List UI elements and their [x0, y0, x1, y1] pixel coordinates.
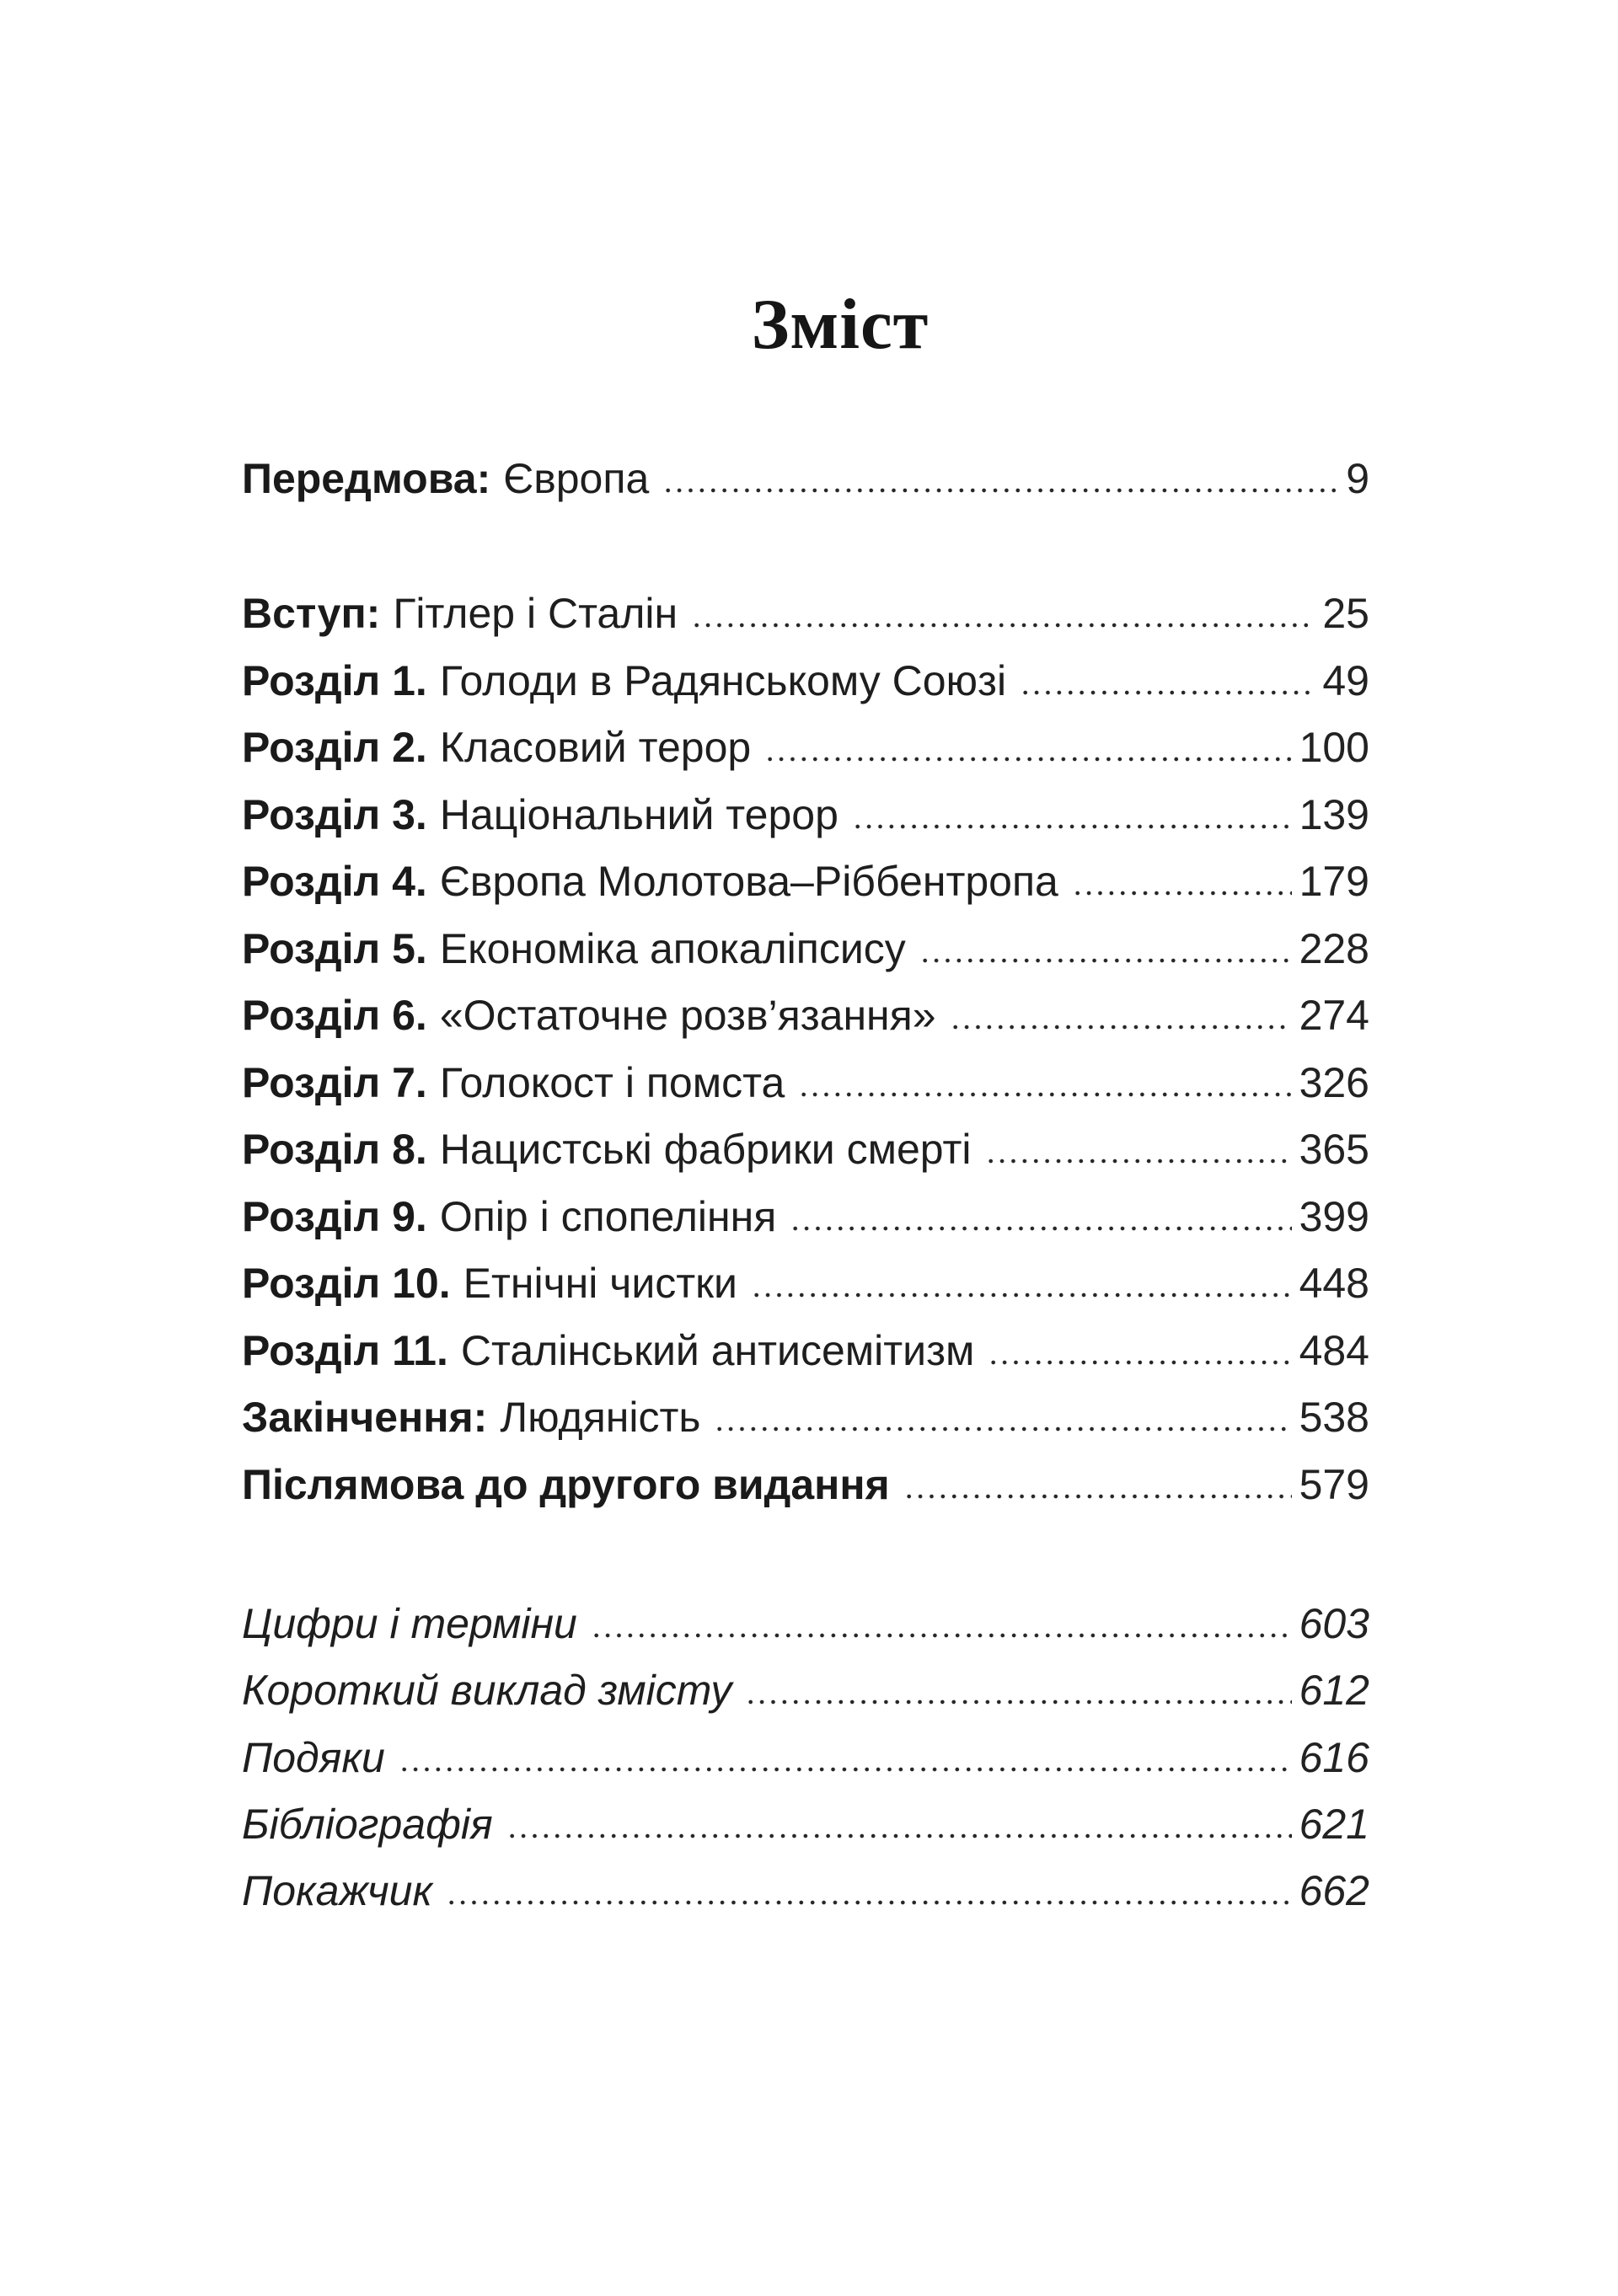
toc-row: [242, 1184, 1369, 1251]
entry-title: Покажчик: [242, 1867, 433, 1914]
toc-row: [242, 1725, 1369, 1791]
dot-leader: [745, 1699, 1291, 1705]
page-number: 49: [1322, 656, 1369, 704]
toc-row: [242, 1050, 1369, 1117]
entry-label: Розділ 11.: [242, 1326, 448, 1374]
toc-row: [242, 581, 1369, 648]
dot-leader: [591, 1633, 1292, 1638]
entry-label: Вступ:: [242, 590, 381, 637]
entry-label: Передмова:: [242, 455, 491, 502]
entry-title: Європа Молотова–Ріббентропа: [439, 858, 1058, 905]
page-number: 621: [1299, 1800, 1369, 1848]
toc-row: [242, 916, 1369, 983]
dot-leader: [852, 824, 1292, 829]
page-number: 579: [1299, 1460, 1369, 1508]
toc-row: [242, 648, 1369, 715]
page-number: 228: [1299, 924, 1369, 972]
dot-leader: [446, 1900, 1292, 1905]
entry-label: Післямова до другого видання: [242, 1460, 890, 1508]
toc-group-backmatter: [242, 1591, 1369, 1924]
entry-label: Розділ 8.: [242, 1126, 427, 1173]
entry-title: Європа: [503, 455, 650, 502]
page-number: 274: [1299, 992, 1369, 1039]
entry-label: Розділ 1.: [242, 656, 427, 704]
dot-leader: [790, 1226, 1291, 1231]
toc-row: [242, 1591, 1369, 1657]
page-number: 538: [1299, 1394, 1369, 1441]
entry-title: Класовий терор: [439, 724, 752, 771]
toc-row: [242, 982, 1369, 1050]
page-title: Зміст: [751, 284, 930, 364]
entry-title: Гітлер і Сталін: [393, 590, 678, 637]
page-number: 25: [1322, 590, 1369, 637]
entry-label: Розділ 3.: [242, 790, 427, 838]
entry-label: Розділ 5.: [242, 924, 427, 972]
entry-label: Розділ 4.: [242, 858, 427, 905]
dot-leader: [691, 623, 1315, 628]
toc-row: [242, 1452, 1369, 1519]
dot-leader: [950, 1025, 1292, 1030]
entry-title: Нацистські фабрики смерті: [439, 1126, 972, 1173]
page-number: 9: [1346, 455, 1369, 502]
toc-row: [242, 1858, 1369, 1924]
toc-row: [242, 1791, 1369, 1858]
toc-group-preface: [242, 446, 1369, 513]
entry-title: «Остаточне розв’язання»: [439, 992, 936, 1039]
page-number: 365: [1299, 1126, 1369, 1173]
dot-leader: [662, 488, 1338, 493]
entry-title: Подяки: [242, 1733, 385, 1781]
page-number: 603: [1299, 1600, 1369, 1647]
dot-leader: [988, 1360, 1291, 1365]
toc-row: [242, 714, 1369, 782]
toc-row: [242, 1116, 1369, 1184]
dot-leader: [764, 757, 1291, 762]
entry-title: Економіка апокаліпсису: [439, 924, 906, 972]
toc-row: [242, 1250, 1369, 1318]
entry-label: Розділ 2.: [242, 724, 427, 771]
page-number: 139: [1299, 790, 1369, 838]
toc-row: [242, 782, 1369, 849]
dot-leader: [798, 1092, 1291, 1097]
entry-label: Розділ 9.: [242, 1192, 427, 1240]
entry-label: Розділ 6.: [242, 992, 427, 1039]
entry-title: Бібліографія: [242, 1800, 493, 1848]
entry-title: Опір і спопеління: [439, 1192, 777, 1240]
page-number: 448: [1299, 1260, 1369, 1307]
entry-title: Голокост і помста: [439, 1058, 785, 1106]
page-number: 179: [1299, 858, 1369, 905]
page-number: 662: [1299, 1867, 1369, 1914]
dot-leader: [919, 958, 1292, 963]
page-number: 399: [1299, 1192, 1369, 1240]
toc-row: [242, 848, 1369, 916]
entry-label: Розділ 7.: [242, 1058, 427, 1106]
entry-title: Цифри і терміни: [242, 1600, 577, 1647]
toc-row: [242, 446, 1369, 513]
entry-title: Сталінський антисемітизм: [460, 1326, 975, 1374]
entry-label: Закінчення:: [242, 1394, 488, 1441]
dot-leader: [506, 1833, 1292, 1838]
entry-title: Національний терор: [439, 790, 838, 838]
dot-leader: [1020, 690, 1315, 695]
dot-leader: [714, 1426, 1291, 1432]
toc-row: [242, 1318, 1369, 1385]
dot-leader: [903, 1494, 1292, 1499]
dot-leader: [399, 1767, 1292, 1772]
toc-row: [242, 1657, 1369, 1724]
page-number: 616: [1299, 1733, 1369, 1781]
dot-leader: [985, 1159, 1292, 1164]
entry-title: Людяність: [500, 1394, 701, 1441]
page-number: 484: [1299, 1326, 1369, 1374]
entry-title: Етнічні чистки: [463, 1260, 737, 1307]
entry-label: Розділ 10.: [242, 1260, 451, 1307]
page-number: 326: [1299, 1058, 1369, 1106]
entry-title: Короткий виклад змісту: [242, 1667, 732, 1715]
toc-group-chapters: [242, 581, 1369, 1518]
dot-leader: [751, 1293, 1292, 1298]
dot-leader: [1072, 891, 1292, 896]
page-number: 100: [1299, 724, 1369, 771]
toc-row: [242, 1384, 1369, 1452]
page-number: 612: [1299, 1667, 1369, 1715]
entry-title: Голоди в Радянському Союзі: [439, 656, 1007, 704]
